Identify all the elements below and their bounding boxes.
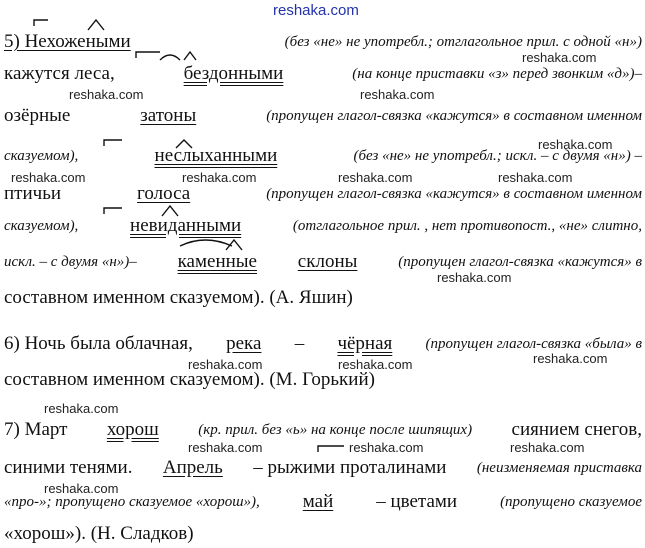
annotation: (кр. прил. без «ь» на конце после шипящих) — [198, 422, 473, 438]
subject-word: 5) Нехожеными — [4, 31, 131, 52]
watermark[interactable]: reshaka.com — [273, 2, 359, 19]
text-line — [4, 284, 642, 312]
annotation: «про-»; пропущено сказуемое «хорош»), — [4, 494, 260, 510]
annotation: (на конце приставки «з» перед звонким «д»)– — [352, 66, 642, 82]
annotation: (пропущен глагол-связка «кажутся» в — [398, 254, 642, 270]
predicate-word: неслыханными — [154, 145, 278, 166]
text-line — [4, 488, 642, 516]
subject-word: река — [226, 333, 262, 354]
subject-word: голоса — [137, 183, 191, 204]
subject-word: Апрель — [162, 457, 223, 478]
watermark: reshaka.com — [188, 357, 263, 372]
text-line — [4, 142, 642, 170]
watermark: reshaka.com — [338, 170, 413, 185]
annotation: (пропущен глагол-связка «кажутся» в составном именном — [266, 108, 642, 124]
text-line — [4, 520, 642, 548]
root-mark — [180, 240, 232, 246]
text-fragment: птичьи — [4, 183, 62, 204]
text-fragment: – цветами — [376, 491, 458, 512]
watermark: reshaka.com — [182, 170, 257, 185]
text-line — [4, 454, 642, 482]
annotation: (пропущен глагол-связка «кажутся» в составном именном — [266, 186, 642, 202]
watermark: reshaka.com — [538, 137, 613, 152]
watermark: reshaka.com — [188, 440, 263, 455]
text-fragment: озёрные — [4, 105, 71, 126]
watermark: reshaka.com — [349, 440, 424, 455]
text-fragment: составном именном сказуемом). (М. Горький) — [4, 369, 375, 390]
dash: – — [294, 333, 305, 354]
subject-word: склоны — [297, 251, 358, 272]
watermark: reshaka.com — [11, 170, 86, 185]
text-fragment: кажутся леса, — [4, 63, 115, 84]
text-fragment: составном именном сказуемом). (А. Яшин) — [4, 287, 353, 308]
prefix-mark — [34, 20, 48, 26]
subject-word: затоны — [140, 105, 197, 126]
annotation: искл. – с двумя «н»)– — [4, 254, 137, 270]
watermark: reshaka.com — [437, 270, 512, 285]
watermark: reshaka.com — [533, 351, 608, 366]
text-line — [4, 330, 642, 358]
annotation: (пропущено сказуемое — [500, 494, 642, 510]
predicate-word: хорош — [106, 419, 159, 440]
watermark: reshaka.com — [510, 440, 585, 455]
annotation: (без «не» не употребл.; искл. – с двумя «н») – — [353, 148, 642, 164]
predicate-word: чёрная — [337, 333, 393, 354]
annotation: сказуемом), — [4, 148, 79, 164]
annotation: (неизменяемая приставка — [476, 460, 642, 476]
predicate-word: невиданными — [130, 215, 242, 236]
text-fragment: синими тенями. — [4, 457, 133, 478]
watermark: reshaka.com — [44, 481, 119, 496]
annotation: (без «не» не употребл.; отглагольное прил. с одной «н») — [284, 34, 642, 50]
predicate-word: каменные — [177, 251, 257, 272]
watermark: reshaka.com — [360, 87, 435, 102]
text-fragment: «хорош»). (Н. Сладков) — [4, 523, 194, 544]
watermark: reshaka.com — [44, 401, 119, 416]
watermark: reshaka.com — [69, 87, 144, 102]
text-line — [4, 248, 642, 276]
text-line — [4, 180, 642, 208]
text-line — [4, 416, 642, 444]
annotation: сказуемом), — [4, 218, 79, 234]
watermark: reshaka.com — [338, 357, 413, 372]
annotation: (отглагольное прил. , нет противопост., «не» слитно, — [292, 218, 642, 234]
text-line — [4, 28, 642, 56]
text-fragment: сиянием снегов, — [511, 419, 642, 440]
text-fragment: 6) Ночь была облачная, — [4, 333, 193, 354]
text-line — [4, 212, 642, 240]
text-fragment: 7) Март — [4, 419, 68, 440]
watermark: reshaka.com — [498, 170, 573, 185]
annotation: (пропущен глагол-связка «была» в — [425, 336, 642, 352]
watermark: reshaka.com — [522, 50, 597, 65]
prefix-mark — [318, 446, 344, 452]
text-fragment: – рыжими проталинами — [253, 457, 447, 478]
text-line — [4, 366, 642, 394]
text-line — [4, 60, 642, 88]
predicate-word: бездонными — [183, 63, 284, 84]
text-line — [4, 102, 642, 130]
subject-word: май — [302, 491, 334, 512]
